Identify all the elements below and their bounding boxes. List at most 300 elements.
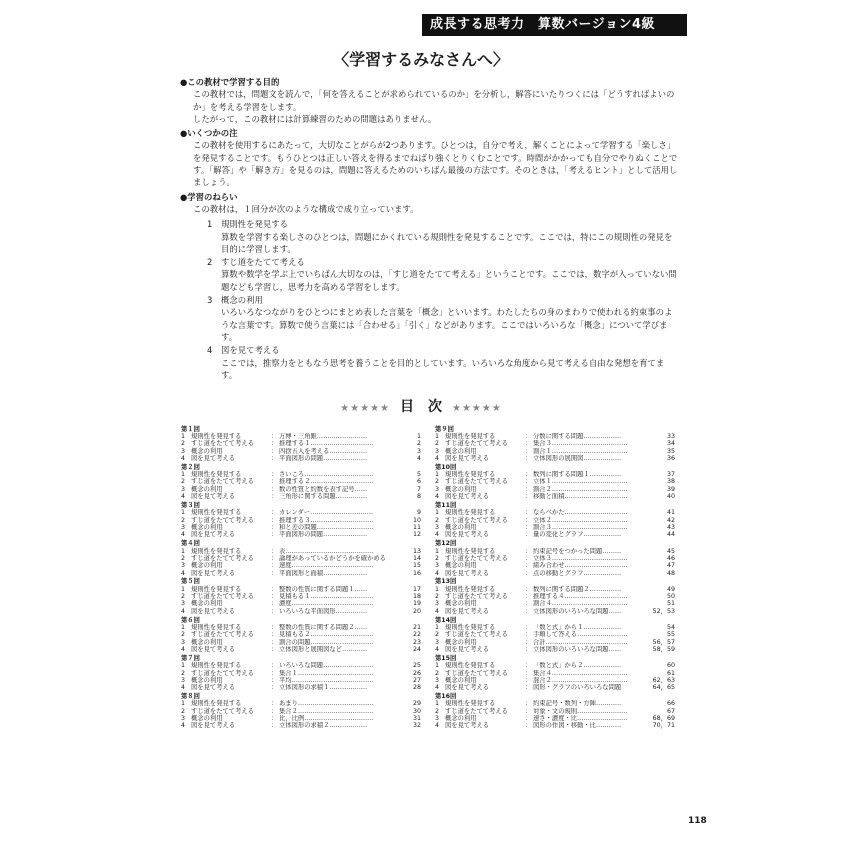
- entry-category: 図を見て考える: [445, 569, 490, 577]
- entry-category: 規則性を発見する: [445, 432, 496, 440]
- aim-number: 1: [207, 219, 213, 230]
- entry-number: 3: [181, 600, 186, 608]
- entry-category: 図を見て考える: [191, 607, 236, 615]
- entry-title: さいころ……………………………: [279, 471, 374, 479]
- toc-entry: [181, 608, 421, 615]
- star-decoration-left: ★★★★★: [340, 403, 390, 414]
- entry-number: 1: [181, 700, 186, 708]
- aim-title: 図を見て考える: [221, 345, 280, 356]
- entry-page: 3: [416, 447, 421, 455]
- entry-page: 2: [416, 440, 421, 448]
- entry-colon: ：: [525, 623, 532, 631]
- entry-title: 整数の性質に関する問題２……: [279, 623, 368, 631]
- entry-category: すじ道をたてて考える: [191, 440, 254, 448]
- entry-category: すじ道をたてて考える: [191, 554, 254, 562]
- section-heading: ●学習のねらい: [180, 191, 238, 202]
- entry-page: 31: [412, 715, 421, 723]
- entry-colon: ：: [525, 569, 532, 577]
- entry-title: 平均…………………………………: [279, 676, 374, 684]
- section-aims: [180, 191, 680, 216]
- entry-colon: ：: [525, 585, 532, 593]
- entry-title: 速度…………………………………: [279, 562, 374, 570]
- entry-title: 推理する４…………………………: [533, 593, 628, 601]
- toc-entry: [181, 531, 421, 538]
- entry-category: 概念の利用: [191, 523, 223, 531]
- toc-entry: [181, 486, 421, 493]
- entry-number: 4: [435, 569, 440, 577]
- entry-category: 概念の利用: [191, 485, 223, 493]
- toc-entry: [181, 600, 421, 607]
- entry-category: すじ道をたてて考える: [445, 440, 508, 448]
- entry-number: 1: [181, 471, 186, 479]
- toc-entry: [435, 509, 675, 516]
- aim-item: [207, 294, 680, 343]
- entry-title: 見積もる１…………………………: [279, 593, 374, 601]
- entry-category: 概念の利用: [445, 638, 477, 646]
- entry-page: 37: [666, 471, 675, 479]
- toc-entry: [435, 600, 675, 607]
- entry-title: 集合３………………………………: [533, 440, 628, 448]
- entry-number: 3: [435, 600, 440, 608]
- aim-item: [207, 344, 680, 381]
- entry-title: 割合３………………………………: [533, 523, 628, 531]
- entry-number: 2: [181, 669, 186, 677]
- entry-number: 2: [435, 669, 440, 677]
- aim-item: [207, 256, 680, 293]
- entry-title: 平面図形の問題…………………: [279, 454, 368, 462]
- entry-colon: ：: [271, 722, 278, 730]
- entry-number: 4: [181, 684, 186, 692]
- entry-number: 4: [435, 722, 440, 730]
- toc-entry: [435, 684, 675, 691]
- entry-number: 2: [435, 440, 440, 448]
- entry-page: 56，57: [652, 638, 675, 646]
- entry-number: 4: [181, 531, 186, 539]
- entry-number: 4: [435, 607, 440, 615]
- entry-title: 四捨五入を考える………………: [279, 447, 368, 455]
- entry-colon: ：: [525, 523, 532, 531]
- entry-title: 数の性質と約数を表す記号……: [279, 485, 368, 493]
- entry-number: 3: [181, 562, 186, 570]
- entry-page: 47: [666, 562, 675, 570]
- entry-page: 58，59: [652, 645, 675, 653]
- toc-entry: [435, 631, 675, 638]
- entry-title: 集合４………………………………: [533, 669, 628, 677]
- entry-title: いろいろな平面図形……………: [279, 607, 368, 615]
- entry-category: 規則性を発見する: [445, 509, 496, 517]
- entry-number: 1: [181, 662, 186, 670]
- entry-page: 22: [412, 631, 421, 639]
- entry-colon: ：: [271, 662, 278, 670]
- entry-colon: ：: [525, 707, 532, 715]
- entry-colon: ：: [525, 509, 532, 517]
- entry-title: 手順して答える……………………: [533, 631, 628, 639]
- entry-page: 36: [666, 454, 675, 462]
- section-purpose: [180, 76, 680, 125]
- entry-colon: ：: [271, 471, 278, 479]
- entry-number: 1: [181, 547, 186, 555]
- entry-category: 概念の利用: [191, 447, 223, 455]
- entry-number: 3: [435, 715, 440, 723]
- entry-number: 4: [181, 493, 186, 501]
- entry-category: 概念の利用: [191, 638, 223, 646]
- entry-category: すじ道をたてて考える: [445, 669, 508, 677]
- entry-colon: ：: [271, 631, 278, 639]
- toc-entry: [435, 478, 675, 485]
- entry-title: 推理する３…………………………: [279, 516, 374, 524]
- session-heading: 第14回: [435, 616, 457, 624]
- entry-number: 3: [181, 638, 186, 646]
- entry-colon: ：: [525, 554, 532, 562]
- session-heading: 第10回: [435, 463, 457, 471]
- toc-entry: [435, 722, 675, 729]
- section-heading: ●いくつかの注: [180, 128, 238, 139]
- entry-category: 概念の利用: [445, 485, 477, 493]
- entry-title: 合計…………………………………: [533, 638, 628, 646]
- toc-entry: [435, 531, 675, 538]
- entry-title: 約束記号をつかった問題………: [533, 547, 622, 555]
- toc-entry: [181, 586, 421, 593]
- toc-entry: [181, 670, 421, 677]
- entry-title: いろいろな問題……………………: [279, 662, 374, 670]
- entry-page: 64，65: [652, 684, 675, 692]
- entry-colon: ：: [525, 600, 532, 608]
- toc-entry: [435, 440, 675, 447]
- entry-category: 規則性を発見する: [191, 471, 242, 479]
- entry-category: 規則性を発見する: [445, 585, 496, 593]
- entry-page: 62，63: [652, 676, 675, 684]
- entry-page: 11: [412, 523, 421, 531]
- entry-colon: ：: [271, 569, 278, 577]
- entry-colon: ：: [525, 516, 532, 524]
- entry-title: 集合２………………………………: [279, 707, 374, 715]
- toc-left-column: [181, 424, 421, 730]
- entry-title: 分数に関する問題………………: [533, 432, 622, 440]
- aim-text: ここでは，推察力をともなう思考を養うことを目的としています。いろいろな角度から見て考える自由な発想を育てます。: [221, 357, 665, 380]
- entry-page: 67: [666, 707, 675, 715]
- intro-title: 〈学習するみなさんへ〉: [333, 50, 509, 69]
- toc-entry: [181, 639, 421, 646]
- session-heading: 第５回: [181, 578, 200, 586]
- aim-number: 4: [207, 345, 213, 356]
- entry-page: 48: [666, 569, 675, 577]
- entry-page: 21: [412, 623, 421, 631]
- toc-entry: [181, 646, 421, 653]
- entry-category: 図を見て考える: [445, 531, 490, 539]
- entry-category: すじ道をたてて考える: [445, 516, 508, 524]
- entry-title: 割合１………………………………: [533, 447, 628, 455]
- entry-page: 38: [666, 478, 675, 486]
- entry-number: 1: [435, 623, 440, 631]
- toc-entry: [181, 722, 421, 729]
- aim-item: [207, 218, 680, 255]
- entry-number: 2: [435, 516, 440, 524]
- entry-colon: ：: [525, 700, 532, 708]
- entry-number: 2: [435, 707, 440, 715]
- toc-entry: [181, 455, 421, 462]
- entry-colon: ：: [525, 454, 532, 462]
- entry-colon: ：: [271, 554, 278, 562]
- toc-entry: [435, 517, 675, 524]
- entry-page: 51: [666, 600, 675, 608]
- session-heading: 第11回: [435, 501, 457, 509]
- entry-number: 1: [181, 585, 186, 593]
- entry-page: 13: [412, 547, 421, 555]
- entry-category: 図を見て考える: [191, 722, 236, 730]
- entry-number: 3: [181, 523, 186, 531]
- entry-colon: ：: [525, 638, 532, 646]
- entry-category: 規則性を発見する: [445, 471, 496, 479]
- entry-colon: ：: [271, 676, 278, 684]
- toc-entry: [181, 662, 421, 669]
- toc-entry: [435, 562, 675, 569]
- toc-title: [0, 396, 842, 416]
- entry-title: 割合の問題…………………………: [279, 638, 374, 646]
- aim-title: 概念の利用: [221, 295, 263, 306]
- toc-entry: [181, 684, 421, 691]
- entry-number: 1: [435, 471, 440, 479]
- paragraph: この教材を使用するにあたって，大切なことがらが2つあります。ひとつは，自分で考え，解くことによって学習する「楽しさ」を発見することです。もうひとつは正しい答えを得るまでねばり強くとりくむことです。時間がかかっても自分でやりぬくことです。「解答」や「解き方」を見るのは，問題に答えるためのいちばん最後の方法です。そのときは，「考えるヒント」として活用しましょう。: [193, 140, 678, 188]
- entry-number: 4: [181, 454, 186, 462]
- entry-page: 52，53: [652, 607, 675, 615]
- session-heading: 第７回: [181, 654, 200, 662]
- entry-colon: ：: [525, 531, 532, 539]
- entry-page: 12: [412, 531, 421, 539]
- entry-category: 図を見て考える: [191, 454, 236, 462]
- entry-colon: ：: [271, 493, 278, 501]
- entry-category: すじ道をたてて考える: [191, 516, 254, 524]
- entry-page: 41: [666, 509, 675, 517]
- entry-category: すじ道をたてて考える: [445, 631, 508, 639]
- entry-number: 1: [181, 432, 186, 440]
- entry-category: 規則性を発見する: [191, 432, 242, 440]
- entry-number: 2: [181, 593, 186, 601]
- entry-category: 規則性を発見する: [445, 623, 496, 631]
- entry-page: 6: [416, 478, 421, 486]
- session-heading: 第８回: [181, 693, 200, 701]
- session-heading: 第15回: [435, 654, 457, 662]
- entry-number: 4: [181, 722, 186, 730]
- entry-category: すじ道をたてて考える: [191, 593, 254, 601]
- entry-number: 1: [435, 585, 440, 593]
- entry-colon: ：: [271, 715, 278, 723]
- toc-entry: [181, 509, 421, 516]
- entry-title: 立体図形のいろいろな問題……: [533, 607, 622, 615]
- toc-entry: [181, 708, 421, 715]
- entry-number: 1: [435, 700, 440, 708]
- intro-body: [180, 74, 680, 382]
- entry-page: 15: [412, 562, 421, 570]
- entry-page: 45: [666, 547, 675, 555]
- session-heading: 第３回: [181, 501, 200, 509]
- entry-colon: ：: [525, 485, 532, 493]
- entry-title: 集合１………………………………: [279, 669, 374, 677]
- entry-page: 27: [412, 676, 421, 684]
- aim-text: 算数や数学を学ぶ上でいちばん大切なのは，「すじ道をたてて考える」ということです。ここでは，数字が入っていない問題なども学習し，思考力を高める学習をします。: [221, 269, 677, 292]
- session-heading: 第６回: [181, 616, 200, 624]
- entry-category: すじ道をたてて考える: [445, 478, 508, 486]
- entry-number: 3: [181, 447, 186, 455]
- entry-number: 2: [181, 554, 186, 562]
- entry-category: 概念の利用: [445, 715, 477, 723]
- entry-category: 概念の利用: [191, 676, 223, 684]
- entry-title: カレンダー…………………………: [279, 509, 374, 517]
- entry-colon: ：: [271, 684, 278, 692]
- toc-entry: [435, 700, 675, 707]
- session-heading: 第13回: [435, 578, 457, 586]
- entry-category: 図を見て考える: [191, 684, 236, 692]
- entry-colon: ：: [271, 638, 278, 646]
- entry-page: 44: [666, 531, 675, 539]
- aim-number: 3: [207, 295, 213, 306]
- entry-page: 55: [666, 631, 675, 639]
- entry-category: 概念の利用: [445, 523, 477, 531]
- entry-title: 立体図形の展開図………………: [533, 454, 622, 462]
- entry-colon: ：: [525, 547, 532, 555]
- toc-entry: [435, 608, 675, 615]
- entry-title: 量の変化とグラフ………………: [533, 531, 622, 539]
- entry-title: 図形の作図・移動・比…………: [533, 722, 622, 730]
- entry-title: 「数と式」から１………………: [533, 623, 622, 631]
- session-heading: 第16回: [435, 693, 457, 701]
- session-heading: 第１回: [181, 425, 200, 433]
- entry-number: 3: [435, 676, 440, 684]
- entry-colon: ：: [271, 454, 278, 462]
- entry-category: すじ道をたてて考える: [445, 554, 508, 562]
- entry-number: 2: [181, 440, 186, 448]
- entry-category: 図を見て考える: [445, 645, 490, 653]
- entry-number: 4: [435, 684, 440, 692]
- entry-title: 和と差の問題………………………: [279, 523, 374, 531]
- entry-category: すじ道をたてて考える: [191, 669, 254, 677]
- entry-colon: ：: [271, 600, 278, 608]
- entry-category: すじ道をたてて考える: [445, 593, 508, 601]
- entry-number: 1: [435, 662, 440, 670]
- entry-page: 42: [666, 516, 675, 524]
- entry-number: 2: [435, 554, 440, 562]
- entry-category: 規則性を発見する: [445, 700, 496, 708]
- entry-colon: ：: [271, 585, 278, 593]
- entry-number: 2: [435, 478, 440, 486]
- entry-colon: ：: [525, 562, 532, 570]
- series-banner: 成長する思考力 算数バージョン4級: [422, 14, 687, 36]
- entry-category: 規則性を発見する: [191, 509, 242, 517]
- entry-title: 混合２………………………………: [533, 676, 628, 684]
- toc-entry: [435, 493, 675, 500]
- entry-page: 54: [666, 623, 675, 631]
- toc-entry: [435, 639, 675, 646]
- entry-number: 4: [435, 454, 440, 462]
- entry-page: 23: [412, 638, 421, 646]
- entry-number: 1: [181, 623, 186, 631]
- aim-text: いろいろなつながりをひとつにまとめ表した言葉を「概念」といいます。わたしたちの身のまわりで使われる約束事のような言葉です。算数で使う言葉には「合わせる」「引く」などがあります。ここではいろいろな「概念」について学びます。: [221, 307, 673, 342]
- entry-category: 図を見て考える: [191, 645, 236, 653]
- entry-page: 34: [666, 440, 675, 448]
- toc-entry: [435, 570, 675, 577]
- entry-colon: ：: [271, 485, 278, 493]
- entry-number: 3: [181, 715, 186, 723]
- entry-colon: ：: [271, 432, 278, 440]
- entry-title: 約束記号・数列・方陣…………: [533, 700, 622, 708]
- entry-number: 2: [181, 707, 186, 715]
- star-decoration-right: ★★★★★: [452, 403, 502, 414]
- entry-colon: ：: [525, 722, 532, 730]
- toc-entry: [435, 455, 675, 462]
- entry-title: 点の移動とグラフ………………: [533, 569, 622, 577]
- entry-title: 立体３………………………………: [533, 554, 628, 562]
- entry-colon: ：: [525, 676, 532, 684]
- entry-number: 3: [181, 485, 186, 493]
- entry-page: 32: [412, 722, 421, 730]
- entry-number: 1: [435, 547, 440, 555]
- entry-page: 39: [666, 485, 675, 493]
- entry-number: 3: [435, 562, 440, 570]
- entry-page: 43: [666, 523, 675, 531]
- entry-colon: ：: [525, 645, 532, 653]
- entry-colon: ：: [271, 509, 278, 517]
- entry-colon: ：: [525, 593, 532, 601]
- toc-entry: [181, 440, 421, 447]
- entry-page: 17: [412, 585, 421, 593]
- entry-title: 組み合わせ…………………………: [533, 562, 628, 570]
- entry-colon: ：: [271, 669, 278, 677]
- entry-page: 8: [416, 493, 421, 501]
- entry-number: 1: [435, 432, 440, 440]
- entry-colon: ：: [525, 715, 532, 723]
- session-heading: 第２回: [181, 463, 200, 471]
- entry-colon: ：: [525, 684, 532, 692]
- entry-title: 「数と式」から２………………: [533, 662, 622, 670]
- entry-page: 20: [412, 607, 421, 615]
- paragraph: したがって，この教材には計算練習のための問題はありません。: [193, 113, 437, 124]
- entry-category: 規則性を発見する: [191, 662, 242, 670]
- aims-list: [180, 218, 680, 381]
- entry-category: 概念の利用: [445, 600, 477, 608]
- paragraph: この教材は，１回分が次のような構成で成り立っています。: [193, 203, 419, 214]
- entry-category: すじ道をたてて考える: [191, 631, 254, 639]
- toc-entry: [181, 517, 421, 524]
- entry-title: 三角形に関する問題……………: [279, 493, 368, 501]
- paragraph: この教材では，問題文を読んで，「何を答えることが求められているのか」を分析し，解答にいたりつくには「どうすればよいのか」を考える学習をします。: [193, 89, 675, 112]
- entry-category: 図を見て考える: [191, 531, 236, 539]
- entry-category: 規則性を発見する: [445, 662, 496, 670]
- entry-number: 4: [435, 493, 440, 501]
- entry-colon: ：: [271, 707, 278, 715]
- toc-right-column: [435, 424, 675, 730]
- entry-number: 4: [181, 607, 186, 615]
- toc-entry: [435, 646, 675, 653]
- entry-title: 平面図形の問題…………………: [279, 531, 368, 539]
- entry-category: 概念の利用: [445, 562, 477, 570]
- entry-page: 66: [666, 700, 675, 708]
- entry-page: 30: [412, 707, 421, 715]
- entry-category: 図を見て考える: [445, 684, 490, 692]
- toc-heading: 目 次: [400, 399, 442, 415]
- entry-page: 70，71: [652, 722, 675, 730]
- entry-page: 18: [412, 593, 421, 601]
- entry-title: 万博・三角錐……………………: [279, 432, 368, 440]
- entry-title: 立体図形の求積２………………: [279, 722, 368, 730]
- entry-page: 40: [666, 493, 675, 501]
- toc-entry: [435, 662, 675, 669]
- entry-colon: ：: [525, 607, 532, 615]
- toc-entry: [181, 493, 421, 500]
- toc-entry: [181, 448, 421, 455]
- entry-title: あまり………………………………: [279, 700, 374, 708]
- entry-category: 概念の利用: [445, 447, 477, 455]
- entry-category: 規則性を発見する: [191, 623, 242, 631]
- entry-number: 4: [435, 645, 440, 653]
